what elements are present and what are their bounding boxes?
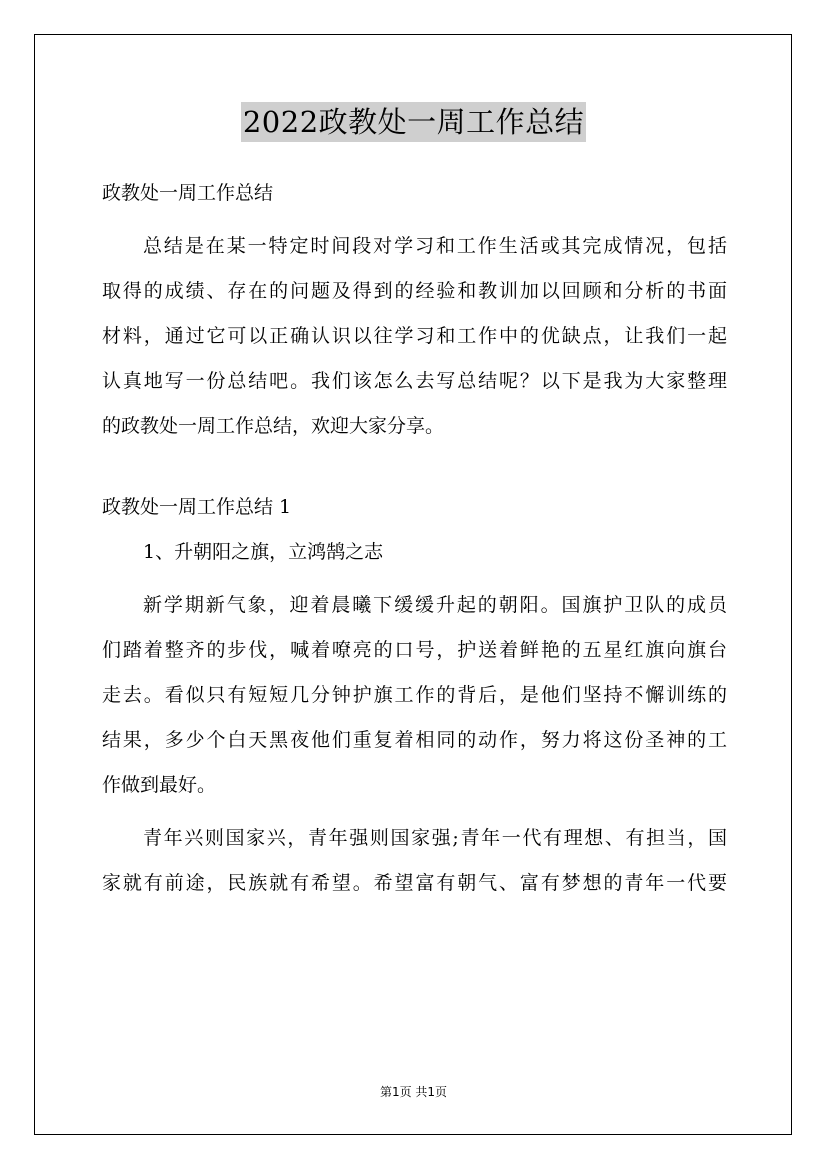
para1-line-4: 结果，多少个白天黑夜他们重复着相同的动作，努力将这份圣神的工 bbox=[102, 729, 727, 751]
para1-line-3: 走去。看似只有短短几分钟护旗工作的背后，是他们坚持不懈训练的 bbox=[102, 684, 727, 706]
subtitle: 政教处一周工作总结 bbox=[102, 182, 274, 204]
title-container bbox=[0, 102, 827, 142]
intro-line-2: 取得的成绩、存在的问题及得到的经验和教训加以回顾和分析的书面 bbox=[102, 280, 727, 302]
intro-paragraph bbox=[102, 224, 727, 449]
para1-line-1: 新学期新气象，迎着晨曦下缓缓升起的朝阳。国旗护卫队的成员 bbox=[143, 594, 727, 616]
intro-line-4: 认真地写一份总结吧。我们该怎么去写总结呢？以下是我为大家整理 bbox=[102, 370, 727, 392]
item-heading: 1、升朝阳之旗，立鸿鹄之志 bbox=[143, 541, 384, 563]
document-title: 2022政教处一周工作总结 bbox=[241, 102, 586, 142]
section-heading: 政教处一周工作总结 1 bbox=[102, 496, 292, 518]
intro-line-5: 的政教处一周工作总结，欢迎大家分享。 bbox=[102, 415, 445, 437]
paragraph-2 bbox=[102, 816, 727, 906]
document-body bbox=[102, 171, 727, 906]
para2-line-2: 家就有前途，民族就有希望。希望富有朝气、富有梦想的青年一代要 bbox=[102, 872, 727, 894]
page-footer: 第1页 共1页 bbox=[379, 1085, 448, 1099]
para1-line-2: 们踏着整齐的步伐，喊着嘹亮的口号，护送着鲜艳的五星红旗向旗台 bbox=[102, 639, 727, 661]
para2-line-1: 青年兴则国家兴，青年强则国家强;青年一代有理想、有担当，国 bbox=[143, 827, 727, 849]
intro-line-3: 材料，通过它可以正确认识以往学习和工作中的优缺点，让我们一起 bbox=[102, 325, 727, 347]
para1-line-5: 作做到最好。 bbox=[102, 774, 217, 796]
intro-line-1: 总结是在某一特定时间段对学习和工作生活或其完成情况，包括 bbox=[143, 235, 727, 257]
paragraph-1 bbox=[102, 583, 727, 808]
